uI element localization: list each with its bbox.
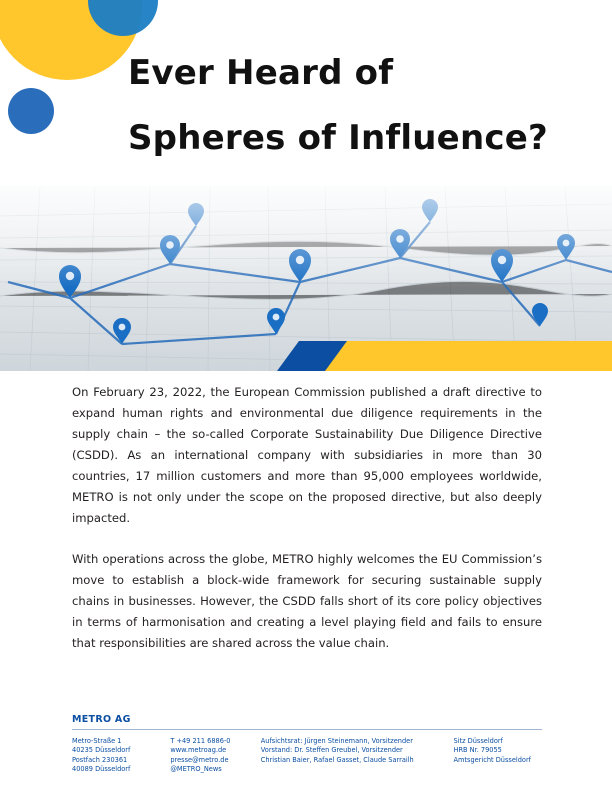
footer-social-handle[interactable]: @METRO_News [170, 765, 222, 774]
footer-phone: T +49 211 6886-0 [170, 737, 231, 745]
footer-columns [72, 737, 542, 775]
title-line-1: Ever Heard of [128, 53, 394, 93]
footer-column-address [72, 737, 170, 775]
footer-email[interactable]: presse@metro.de [170, 755, 229, 764]
hero-image [0, 186, 612, 371]
footer-seat: Sitz Düsseldorf [453, 737, 503, 745]
footer-website[interactable]: www.metroag.de [170, 746, 227, 755]
footer-divider [72, 729, 542, 730]
footer-column-board [261, 737, 454, 775]
footer-column-registry [454, 737, 543, 775]
footer-address-line-4: 40089 Düsseldorf [72, 765, 131, 774]
footer [72, 714, 542, 775]
footer-address-line-1: Metro-Straße 1 [72, 737, 122, 745]
title-line-2: Spheres of Influence? [128, 118, 548, 158]
footer-address-line-3: Postfach 230361 [72, 755, 128, 764]
footer-court: Amtsgericht Düsseldorf [453, 755, 531, 764]
blue-circle-small-shape [8, 88, 54, 134]
paragraph-1: On February 23, 2022, the European Commission published a draft directive to expand human rights and environmental due diligence requirements in the supply chain – the so-called Corporate Sustainability Due Diligence Directive (CSDD). As an international company with subsidiaries in more than 30 countries, 17 million customers and more than 95,000 employees worldwide, METRO is not only under the scope on the proposed directive, but also deeply impacted. [72, 385, 542, 525]
body-copy [72, 382, 542, 654]
footer-supervisory-board: Aufsichtsrat: Jürgen Steinemann, Vorsitzender [260, 737, 413, 745]
paragraph-2: With operations across the globe, METRO highly welcomes the EU Commission’s move to establish a block-wide framework for securing sustainable supply chains in businesses. However, the CSDD falls short of its core policy objectives in terms of harmonisation and creating a level playing field and fails to ensure that responsibilities are shared across the value chain. [72, 552, 542, 650]
footer-management-board-2: Christian Baier, Rafael Gasset, Claude Sarrailh [260, 755, 414, 764]
footer-management-board-1: Vorstand: Dr. Steffen Greubel, Vorsitzender [260, 746, 403, 755]
page-title [128, 53, 598, 158]
footer-brand: METRO AG [72, 714, 131, 725]
world-map-network-pins-icon [0, 186, 612, 371]
footer-hrb-number: HRB Nr. 79055 [453, 746, 502, 755]
footer-address-line-2: 40235 Düsseldorf [72, 746, 131, 755]
footer-column-contact [170, 737, 260, 775]
